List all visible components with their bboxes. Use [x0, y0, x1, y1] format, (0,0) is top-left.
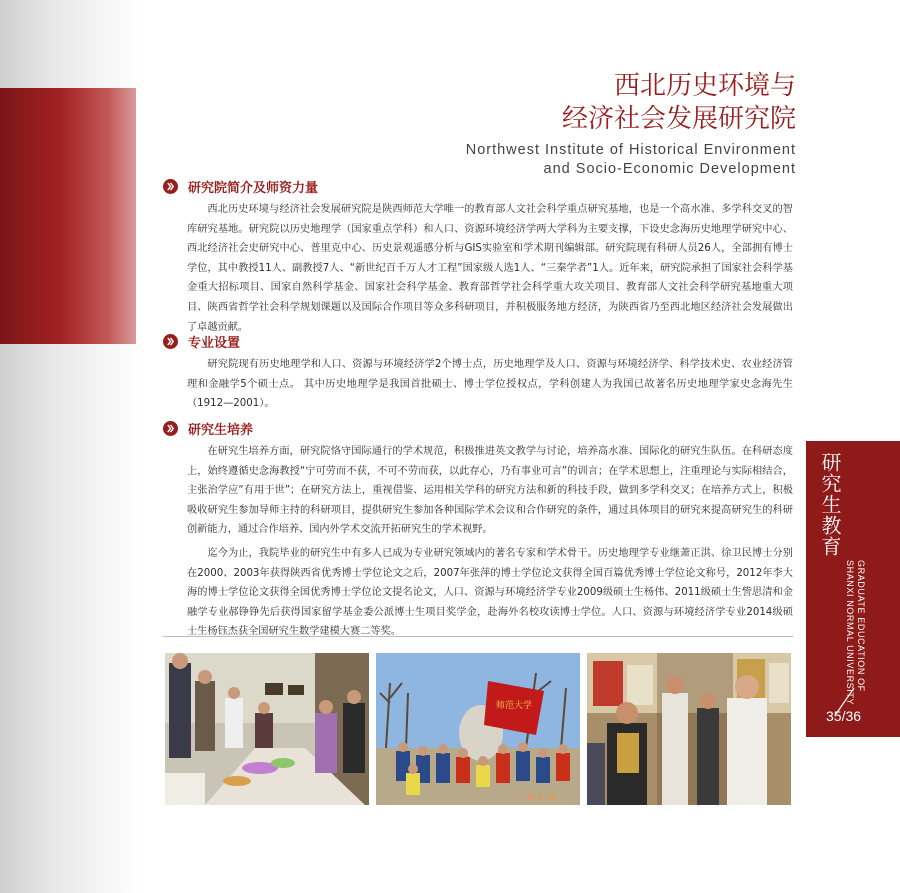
chevron-right-icon [163, 179, 178, 194]
section-training [163, 418, 793, 642]
section-heading [163, 418, 793, 438]
divider [163, 636, 793, 637]
section-title: 研究生培养 [188, 422, 254, 438]
title-cn-line2: 经济社会发展研究院 [561, 104, 796, 134]
section-paragraph: 西北历史环境与经济社会发展研究院是陕西师范大学唯一的教育部人文社会科学重点研究基地，也是一个高水准、多学科交叉的智库研究基地。研究院以历史地理学（国家重点学科）和人口、资源环境经济学两大学科为主要支撑，下设史念海历史地理学研究中心、西北经济社会史研究中心、普里克中心、历史景观遥感分析与GIS实验室和学术期刊编辑部。研究院现有科研人员26人，全部拥有博士学位，其中教授11人、副教授7人、“新世纪百千万人才工程”国家级人选1人、“三秦学者”1人。近年来，研究院承担了国家社会科学基金重大招标项目、国家自然科学基金、国家社会科学基金、教育部哲学社会科学重大攻关项目、教育部人文社会科学研究基地重大项目、陕西省哲学社会科学规划课题以及国际合作项目等众多科研项目，并积极服务地方经济，为陕西省乃至西北地区经济社会发展做出了卓越贡献。 [187, 204, 793, 333]
title-en-line1: Northwest Institute of Historical Environment [465, 142, 796, 158]
section-intro [163, 176, 793, 337]
page-number: 35/36 [826, 708, 862, 724]
date-stamp: 20 6.30 [526, 793, 556, 801]
chevron-right-icon [163, 334, 178, 349]
section-programs [163, 331, 793, 414]
sidebar-title-cn: 研究生教育 [818, 452, 842, 557]
section-paragraph: 在研究生培养方面，研究院恪守国际通行的学术规范，积极推进英文教学与讨论，培养高水准、国际化的研究生队伍。在科研态度上，始终遵循史念海教授“宁可劳而不获，不可不劳而获，以此存心，乃有事业可言”的训言；在学术思想上，注重理论与实际相结合，主张治学应“有用于世”；在研究方法上，重视借鉴、运用相关学科的研究方法和新的科技手段，做到多学科交叉；在培养方式上，积极吸收研究生参加导师主持的科研项目，提供研究生参加各种国际学术会议和合作研究的条件，通过具体项目的研究来提高研究生的科研创新能力，通过合作培养、国内外学术交流开拓研究生的学术视野。 [187, 446, 793, 536]
sidebar-title-en [840, 560, 866, 705]
title-en-line2: and Socio-Economic Development [543, 161, 796, 177]
section-paragraph: 迄今为止，我院毕业的研究生中有多人已成为专业研究领域内的著名专家和学术骨干。历史地理学专业继萧正洪、徐卫民博士分别在2000、2003年获得陕西省优秀博士学位论文之后，2007年张萍的博士学位论文获得全国百篇优秀博士学位论文称号，2012年李大海的博士学位论文获得全国优秀博士学位论文提名论文，人口、资源与环境经济学专业2009级硕士生杨伟、2011级硕士生訾思清和金融学专业郝铮铮先后获得国家留学基金委公派博士生项目奖学金，赴海外名校攻读博士学位。人口、资源与环境经济学专业2014级硕士生杨钰杰获全国研究生数学建模大赛二等奖。 [187, 547, 793, 638]
section-heading [163, 176, 793, 196]
photo-exhibition [587, 653, 791, 805]
photo-group [376, 653, 580, 805]
sidebar-en-line1: GRADUATE EDUCATION OF [856, 560, 866, 692]
section-title: 研究院简介及师资力量 [188, 180, 319, 196]
chevron-right-icon [163, 421, 178, 436]
photo-meeting [165, 653, 369, 805]
section-title: 专业设置 [188, 335, 241, 351]
title-block [466, 70, 796, 179]
section-heading [163, 331, 793, 351]
left-red-tab [0, 88, 136, 344]
title-cn-line1: 西北历史环境与 [613, 71, 796, 101]
sidebar-en-line2: SHANXI NORMAL UNIVERSITY [845, 560, 855, 706]
section-paragraph: 研究院现有历史地理学和人口、资源与环境经济学2个博士点，历史地理学及人口、资源与环境经济学、科学技术史、农业经济管理和金融学5个硕士点。 其中历史地理学是我国首批硕士、博士学位授权点，学科创建人为我国已故著名历史地理学家史念海先生（1912—2001）。 [187, 359, 793, 410]
banner-text: 师范大学 [496, 701, 533, 711]
